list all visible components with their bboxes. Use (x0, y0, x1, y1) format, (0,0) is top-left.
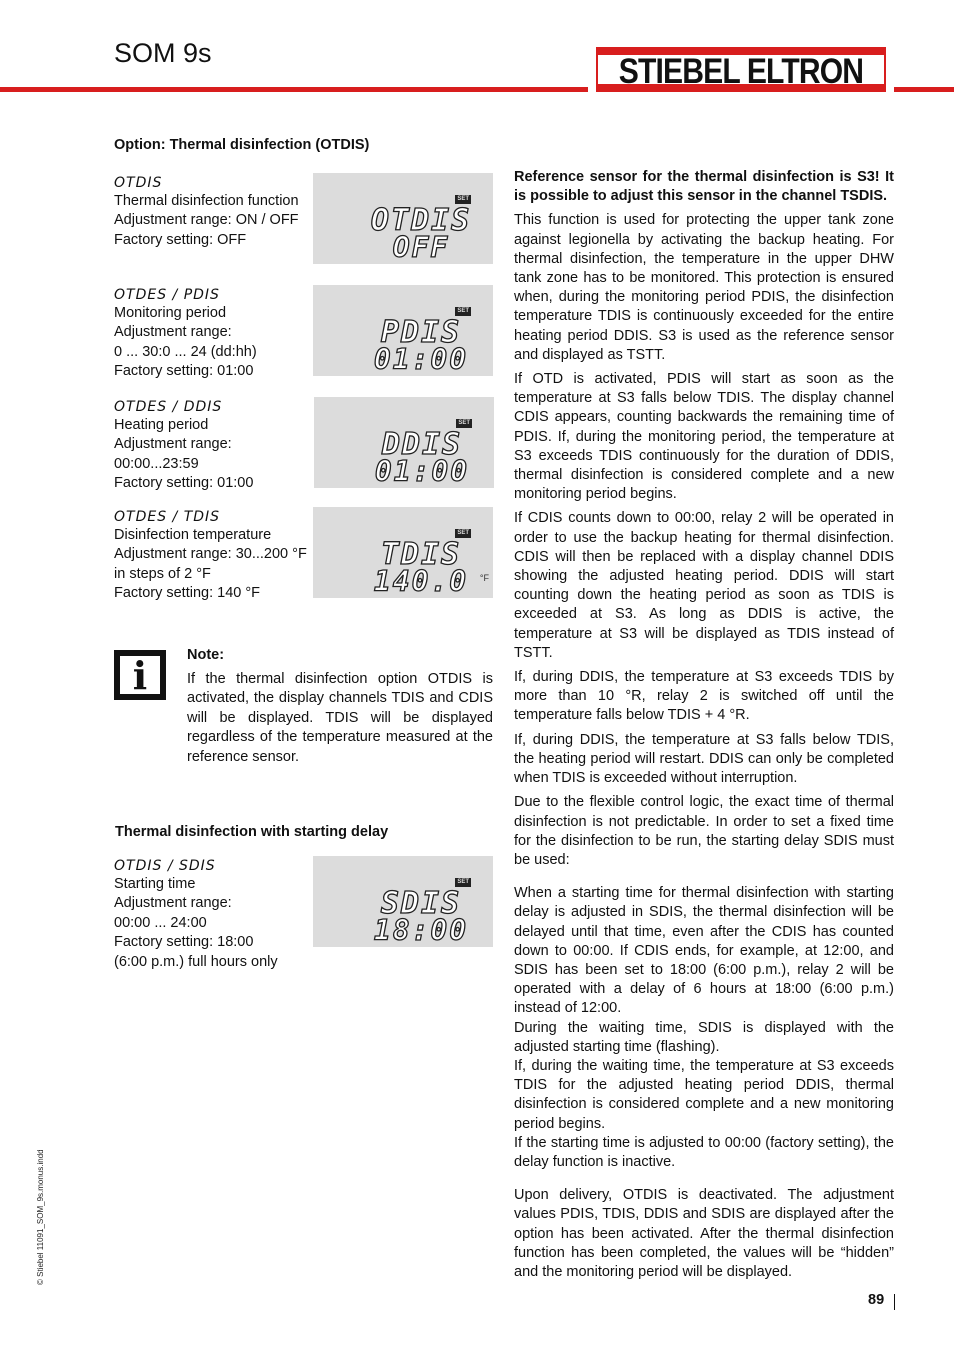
lcd-display-pdis (313, 285, 493, 376)
paragraph: If, during the waiting time, the temperature at S3 exceeds TDIS for the adjusted heating period DDIS, thermal disinfection is considered complete and a new monitoring period begins. (514, 1057, 894, 1132)
setting-pdis (114, 287, 310, 382)
setting-line: Factory setting: 01:00 (114, 475, 254, 492)
note-box (187, 646, 493, 767)
paragraph: Upon delivery, OTDIS is deactivated. The adjustment values PDIS, TDIS, DDIS and SDIS are displayed after the option has been activated. After the thermal disinfection function has been completed, the values will be “hidden” and the monitoring period will be displayed. (514, 1187, 894, 1280)
note-body: If the thermal disinfection option OTDIS is activated, the display channels TDIS and CDIS will be displayed. TDIS will be displayed regardless of the temperature measured at the reference sensor. (187, 670, 493, 765)
setting-line: Starting time (114, 876, 196, 892)
setting-line: 00:00 ... 24:00 (114, 914, 207, 931)
paragraph: Reference sensor for the thermal disinfection is S3! It is possible to adjust this sensor in the channel TSDIS. (514, 169, 894, 205)
header-rule-right (894, 87, 954, 92)
lcd-line-2: 18:00 (373, 914, 469, 947)
lcd-line-1: TDIS (380, 537, 462, 572)
setting-name: OTDIS (114, 175, 163, 191)
setting-line: Factory setting: 18:00 (114, 934, 254, 951)
set-badge: SET (457, 308, 469, 314)
lcd-line-1: OTDIS (370, 203, 472, 238)
setting-line: Adjustment range: (114, 436, 232, 453)
lcd-line-1: PDIS (380, 315, 462, 350)
info-icon: i (114, 650, 166, 700)
setting-line: Adjustment range: ON / OFF (114, 212, 299, 229)
paragraph: When a starting time for thermal disinfection with starting delay is adjusted in SDIS, the thermal disinfection will be delayed until that time, even after the CDIS has counted down to 00:00. If CDIS ends, for example, at 12:00, and SDIS has been set to 18:00 (6:00 p.m.), relay 2 will be operated with a delay of 6 hours at 18:00 (6:00 p.m.) instead of 12:00. (514, 885, 894, 1017)
lcd-line-2: 140.0 (373, 565, 469, 598)
setting-line: Factory setting: 140 °F (114, 585, 261, 602)
paragraph: If, during DDIS, the temperature at S3 exceeds TDIS by more than 10 °R, relay 2 is switched off until the temperature falls below TDIS + 4 °R. (514, 669, 894, 724)
setting-line: (6:00 p.m.) full hours only (114, 953, 278, 970)
setting-name: OTDES / DDIS (114, 399, 223, 415)
delay-heading: Thermal disinfection with starting delay (115, 824, 389, 840)
set-badge: SET (458, 420, 470, 426)
set-badge: SET (457, 196, 469, 202)
setting-line: Adjustment range: (114, 895, 232, 912)
lcd-line-2: OFF (392, 231, 450, 264)
setting-sdis (114, 858, 310, 972)
setting-line: Adjustment range: (114, 324, 232, 341)
setting-name: OTDES / PDIS (114, 287, 220, 303)
lcd-line-1: DDIS (381, 427, 463, 462)
setting-line: Heating period (114, 417, 209, 433)
header-rule-left (0, 87, 588, 92)
setting-line: Adjustment range: 30...200 °F (114, 546, 307, 563)
setting-ddis (114, 399, 310, 494)
page-title: SOM 9s (114, 38, 212, 68)
page-number-divider (894, 1294, 895, 1310)
setting-line: Disinfection temperature (114, 527, 272, 543)
setting-line: Monitoring period (114, 305, 227, 321)
paragraph: If the starting time is adjusted to 00:00 (factory setting), the delay function is inactive. (514, 1134, 894, 1170)
lcd-unit: °F (479, 573, 489, 583)
right-column (514, 168, 894, 1287)
copyright-note: © Stiebel 11091_SOM_9s.monus.indd (36, 1149, 45, 1285)
setting-line: 0 ... 30:0 ... 24 (dd:hh) (114, 343, 257, 360)
lcd-line-1: SDIS (380, 886, 462, 921)
setting-name: OTDIS / SDIS (114, 858, 216, 874)
lcd-display-otdis (313, 173, 493, 264)
paragraph: During the waiting time, SDIS is displayed with the adjusted starting time (flashing). (514, 1019, 894, 1055)
section-heading: Option: Thermal disinfection (OTDIS) (114, 137, 370, 153)
stiebel-eltron-logo (596, 47, 886, 92)
setting-line: Thermal disinfection function (114, 193, 299, 209)
setting-name: OTDES / TDIS (114, 509, 221, 525)
setting-line: Factory setting: 01:00 (114, 363, 254, 380)
paragraph: If, during DDIS, the temperature at S3 falls below TDIS, the heating period will restart. DDIS can only be completed when TDIS is exceeded without interruption. (514, 731, 894, 787)
lcd-line-2: 01:00 (373, 343, 469, 376)
paragraph: If OTD is activated, PDIS will start as soon as the temperature at S3 falls below TDIS. The display channel CDIS appears, counting backwards the remaining time of PDIS. If, during the monitoring period, the temperature at S3 exceeds TDIS continuously for the duration of DDIS, thermal disinfection is considered complete and a new monitoring period begins. (514, 371, 894, 503)
logo-text: STIEBEL ELTRON (618, 55, 864, 84)
paragraph: If CDIS counts down to 00:00, relay 2 will be operated in order to use the backup heating for thermal disinfection. CDIS will then be replaced with a display channel DDIS showing the adjusted heating period. DDIS will start counting down the heating period as soon as TDIS is exceeded at S3. As long as DDIS is active, the temperature at S3 will be displayed as TDIS instead of TSTT. (514, 510, 894, 661)
set-badge: SET (457, 879, 469, 885)
lcd-display-tdis (313, 507, 493, 598)
note-title: Note: (187, 647, 225, 663)
lcd-display-ddis (314, 397, 494, 488)
setting-line: Factory setting: OFF (114, 231, 247, 248)
paragraph: This function is used for protecting the upper tank zone against legionella by activating the backup heating. For thermal disinfection, the temperature in the upper DHW tank zone has to be monitored. This protection is ensured when, during the monitoring period PDIS, the disinfection temperature TDIS is continuously exceeded for the entire heating period DDIS. S3 is used as the reference sensor and displayed as TSTT. (514, 212, 894, 363)
paragraph: Due to the flexible control logic, the exact time of thermal disinfection is not predictable. In order to set a fixed time for the disinfection to be run, the starting delay SDIS must be used: (514, 794, 894, 868)
setting-tdis (114, 509, 310, 604)
setting-otdis (114, 175, 310, 250)
lcd-line-2: 01:00 (374, 455, 470, 488)
lcd-display-sdis (313, 856, 493, 947)
set-badge: SET (457, 530, 469, 536)
setting-line: in steps of 2 °F (114, 565, 211, 582)
setting-line: 00:00...23:59 (114, 455, 199, 472)
page-number: 89 (868, 1292, 885, 1308)
